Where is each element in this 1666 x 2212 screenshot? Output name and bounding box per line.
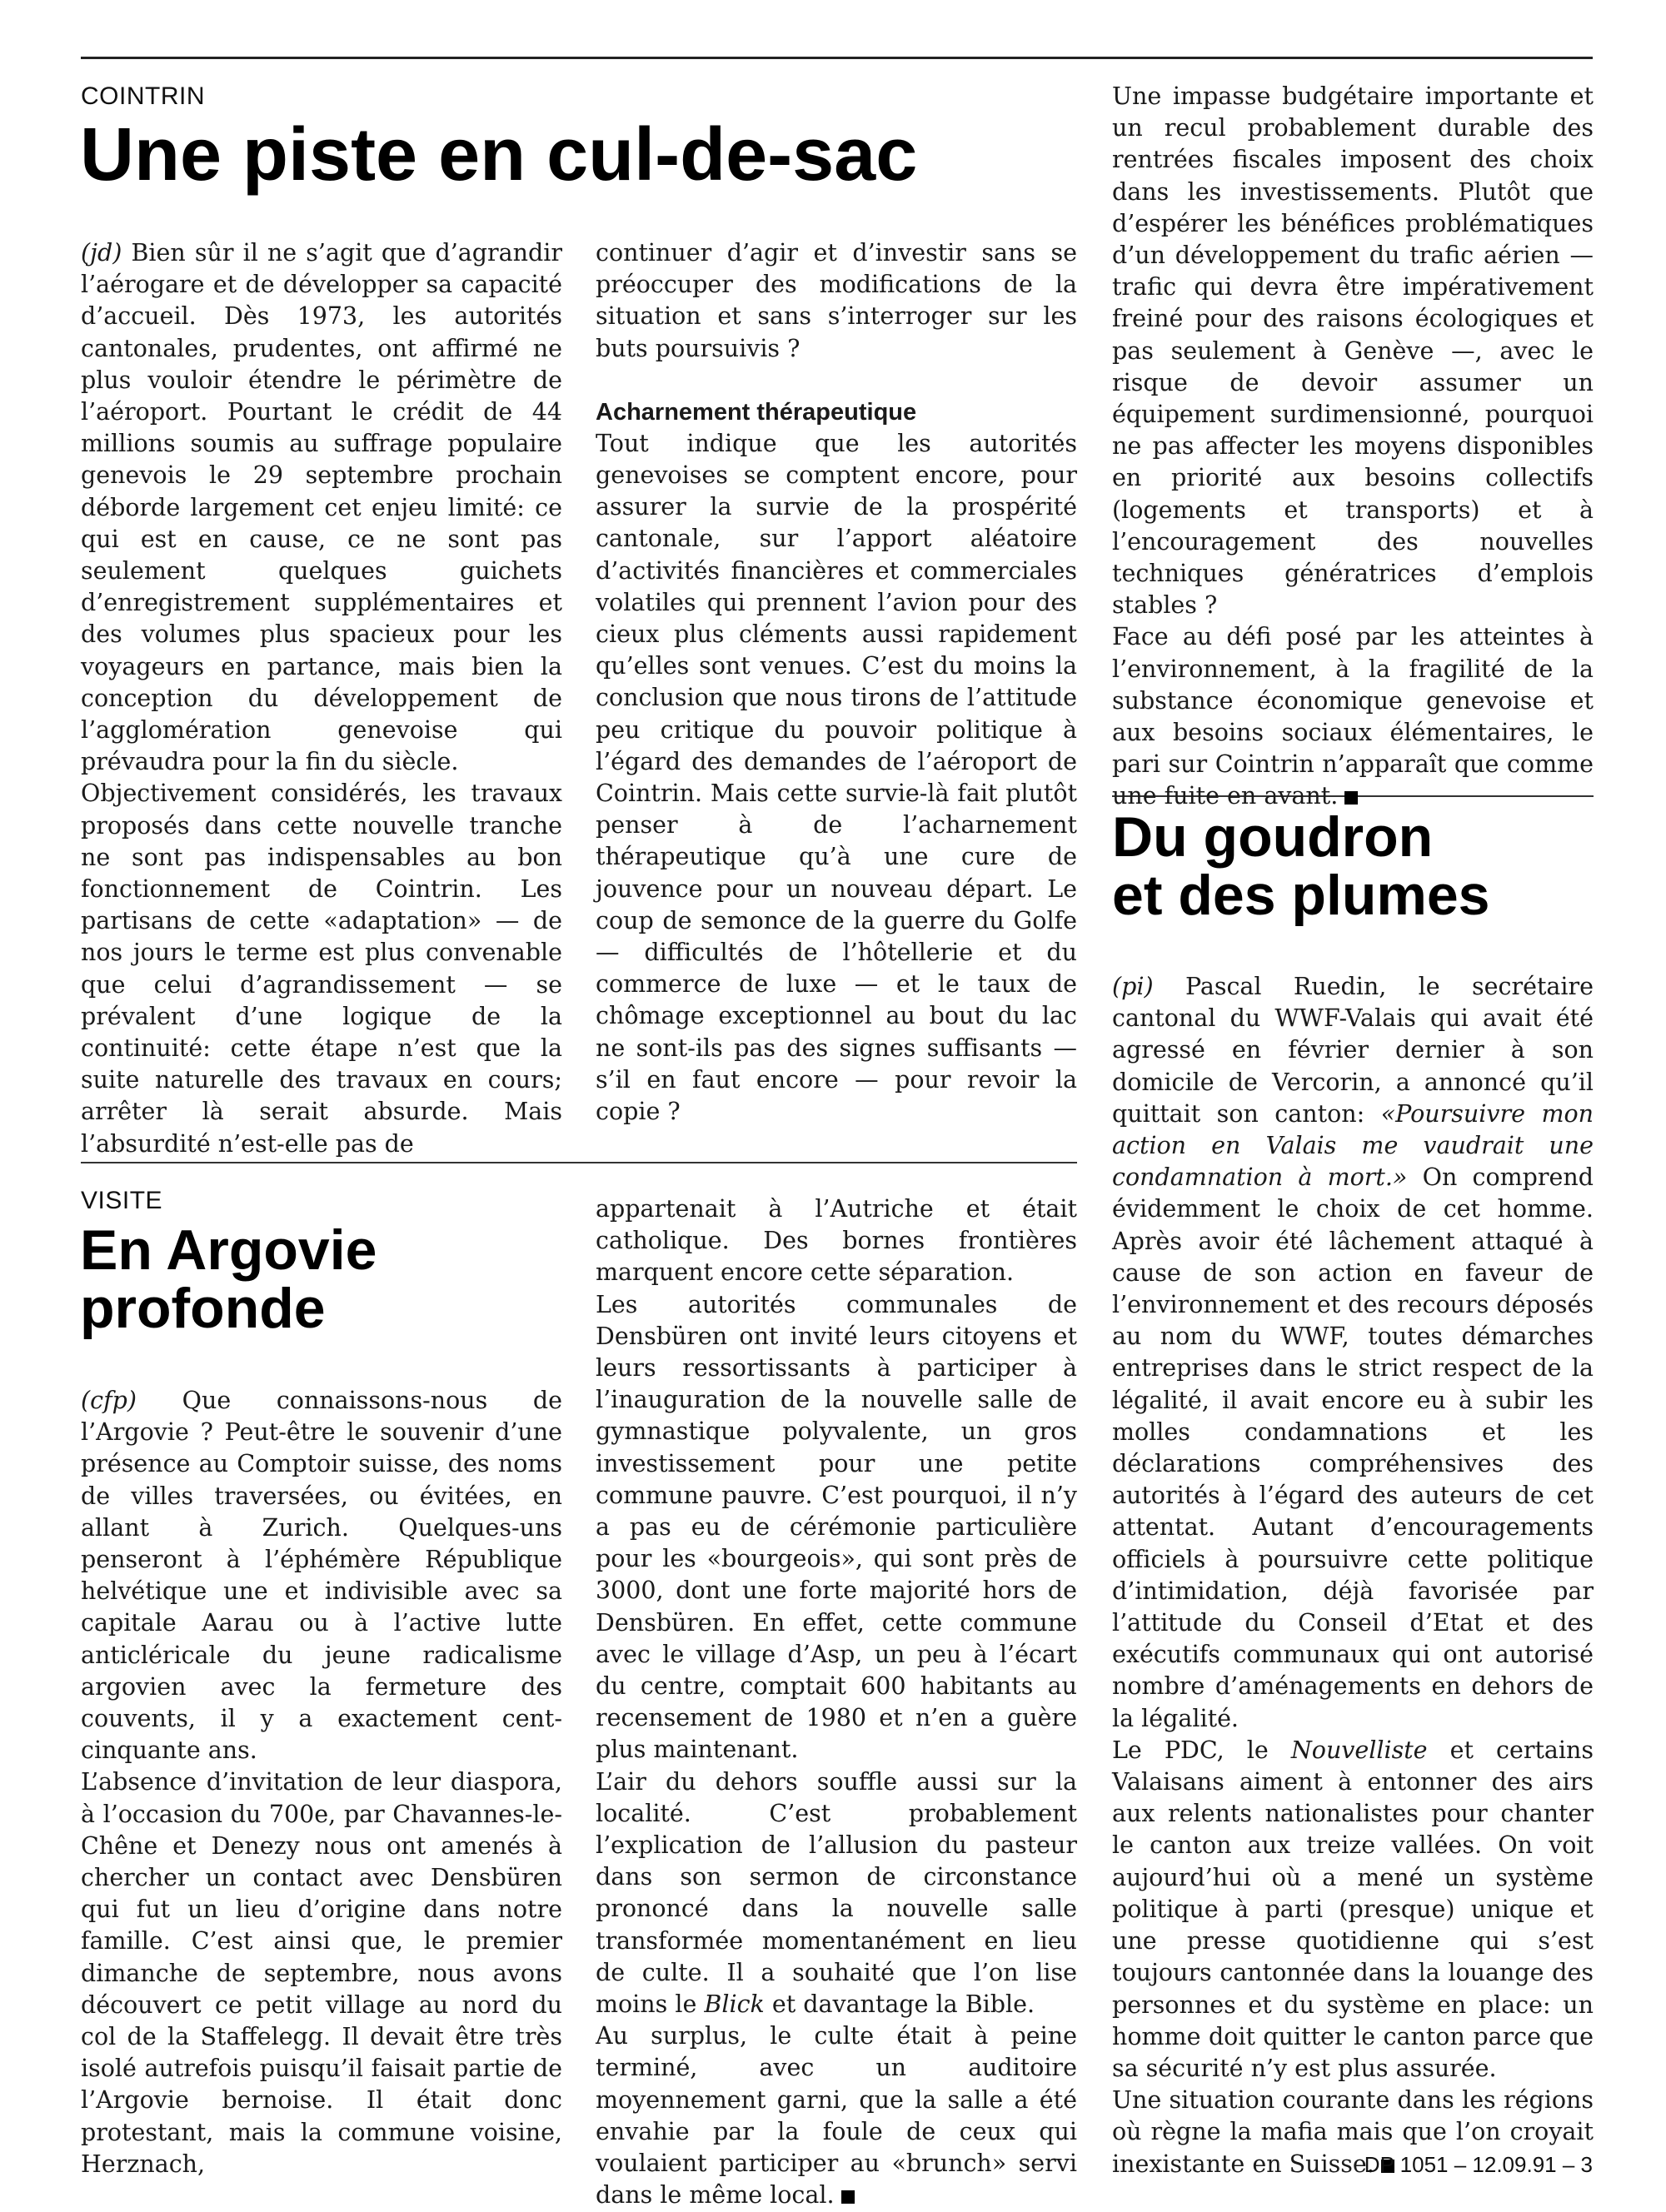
article2-paragraph: appartenait à l’Autriche et était catholique. Des bornes frontières marquent encore cette séparation. [596,1195,1077,1287]
article3-paragraph: Une situation courante dans les régions où règne la mafia mais que l’on croyait inexistante en Suisse. [1112,2086,1594,2178]
article1-paragraph: Tout indique que les autorités genevoises se comptent encore, pour assurer la survie de la prospérité cantonale, sur l’apport aléatoire d’activités financières et commerciales volatiles qui prennent l’avion pour des cieux plus cléments aussi rapidement qu’elles sont venues. C’est du moins la conclusion que nous tirons de l’attitude peu critique du pouvoir politique à l’égard des demandes de l’aéroport de Cointrin. Mais cette survie-là fait plutôt penser à de l’acharnement thérapeutique qu’à une cure de jouvence pour un nouveau départ. Le coup de semonce de la guerre du Golfe — difficultés de l’hôtellerie et du commerce de luxe — et le taux de chômage exceptionnel au bout du lac ne sont-ils pas des signes suffisants — s’il en faut encore — pour revoir la copie ? [596,429,1077,1126]
article2-column-2 [596,1193,1077,2212]
article1-paragraph: (jd) Bien sûr il ne s’agit que d’agrandir l’aérogare et de développer sa capacité d’accueil. Dès 1973, les autorités cantonales, prudentes, ont affirmé ne plus vouloir étendre le périmètre de l’aéroport. Pourtant le crédit de 44 millions soumis au suffrage populaire genevois le 29 septembre prochain déborde largement cet enjeu limité: ce qui est en cause, ce ne sont pas seulement quelques guichets d’enregistrement supplémentaires et des volumes plus spacieux pour les voyageurs en partance, mais bien la conception du développement de l’agglomération genevoise qui prévaudra pour la fin du siècle. [81,239,562,776]
section-rule-left [81,1162,1077,1163]
article2-paragraph: L’air du dehors souffle aussi sur la localité. C’est probablement l’explication de l’allusion du pasteur dans son sermon de circonstance prononcé dans la nouvelle salle transformée momentanément en lieu de culte. Il a souhaité que l’on lise moins le Blick et davantage la Bible. [596,1767,1077,2019]
end-of-article-mark [1344,791,1358,805]
article2-paragraph: Les autorités communales de Densbüren ont invité leurs citoyens et leurs ressortissants à participer à l’inauguration de la nouvelle salle de gymnastique polyvalente, un gros investissement pour une petite commune pauvre. C’est pourquoi, il n’y a pas eu de cérémonie particulière pour les «bourgeois», qui sont près de 3000, dont une forte majorité hors de Densbüren. En effet, cette commune avec le village d’Asp, un peu à l’écart du centre, comptait 600 habitants au recensement de 1980 et n’en a guère plus maintenant. [596,1290,1077,1764]
article1-column-2 [596,237,1077,1128]
article3-paragraph: (pi) Pascal Ruedin, le secrétaire cantonal du WWF-Valais qui avait été agressé en février dernier à son domicile de Vercorin, a annoncé qu’il quittait son canton: «Poursuivre mon action en Valais me vaudrait une condamnation à mort.» On comprend évidemment le choix de cet homme. Après avoir été lâchement attaqué à cause de son action en faveur de l’environnement et des recours déposés au nom du WWF, toutes démarches entreprises dans le strict respect de la légalité, il avait encore eu à subir les molles condamnations et les déclarations compréhensives des autorités à l’égard des auteurs de cet attentat. Autant d’encouragements officiels à poursuivre cette politique d’intimidation, déjà favorisée par l’attitude du Conseil d’Etat et des exécutifs communaux qui ont autorisé nombre d’aménagements en dehors de la légalité. [1112,973,1594,1732]
article-headline-argovie: En Argovie profonde [80,1218,377,1341]
article1-paragraph: Face au défi posé par les atteintes à l’environnement, à la fragilité de la substance économique genevoise et aux besoins sociaux élémentaires, le pari sur Cointrin n’apparaît que comme une fuite en avant. [1112,623,1594,810]
article3-column [1112,971,1594,2180]
article3-paragraph: Le PDC, le Nouvelliste et certains Valaisans aiment à entonner des airs aux relents nationalistes pour chanter le canton aux treize vallées. On voit aujourd’hui où a mené un système politique à parti (presque) unique et une presse quotidienne qui s’est toujours cantonnée dans la louange des personnes et du système en place: un homme doit quitter le canton parce que sa sécurité n’y est plus assurée. [1112,1736,1594,2082]
article-headline-goudron: Du goudron et des plumes [1112,805,1490,928]
top-rule [81,57,1593,59]
article-headline-piste: Une piste en cul-de-sac [80,113,918,197]
article-kicker-visite: VISITE [81,1187,163,1214]
article-kicker-cointrin: COINTRIN [81,82,205,110]
article1-paragraph: Une impasse budgétaire importante et un recul probablement durable des rentrées fiscales imposent des choix dans les investissements. Plutôt que d’espérer les bénéfices problématiques d’un développement du trafic aérien — trafic qui devra être impérativement freiné pour des raisons écologiques et pas seulement à Genève —, avec le risque de devoir assumer un équipement surdimensionné, pourquoi ne pas affecter les moyens disponibles en priorité aux besoins collectifs (logements et transports) et à l’encouragement des nouvelles techniques génératrices d’emplois stables ? [1112,82,1594,620]
article1-column-3 [1112,81,1594,813]
article2-column-1 [81,1385,562,2180]
article2-paragraph: L’absence d’invitation de leur diaspora, à l’occasion du 700e, par Chavannes-le-Chêne et Denezy nous ont amenés à chercher un contact avec Densbüren qui fut un lieu d’origine dans notre famille. C’est ainsi que, le premier dimanche de septembre, nous avons découvert ce petit village au nord du col de la Staffelegg. Il devait être très isolé autrefois puisqu’il faisait partie de l’Argovie bernoise. Il était donc protestant, mais la commune voisine, Herznach, [81,1768,562,2178]
article2-paragraph: (cfp) Que connaissons-nous de l’Argovie ? Peut-être le souvenir d’une présence au Comptoir suisse, des noms de villes traversées, ou évitées, en allant à Zurich. Quelques-uns penseront à l’éphémère République helvétique une et indivisible avec sa capitale Aarau ou à l’active lutte anticléricale du jeune radicalisme argovien avec la fermeture des couvents, il y a exactement cent-cinquante ans. [81,1387,562,1765]
byline: (pi) [1112,973,1154,1000]
article2-paragraph: Au surplus, le culte était à peine terminé, avec un auditoire moyennement garni, que la salle a été envahie par la foule de ceux qui voulaient participer au «brunch» servi dans le même local. [596,2022,1077,2210]
article1-subheading: Acharnement thérapeutique [596,398,917,426]
article1-paragraph: continuer d’agir et d’investir sans se préoccuper des modifications de la situation et sans s’interroger sur les buts poursuivis ? [596,239,1077,362]
end-of-article-mark [841,2190,855,2204]
byline: (jd) [81,239,122,267]
byline: (cfp) [81,1387,137,1414]
article1-column-1 [81,237,562,1160]
article1-paragraph: Objectivement considérés, les travaux proposés dans cette nouvelle tranche ne sont pas indispensables au bon fonctionnement de Cointrin. Les partisans de cette «adaptation» — de nos jours le terme est plus convenable que celui d’agrandissement — se prévalent d’une logique de la continuité: cette étape n’est que la suite naturelle des travaux en cours; arrêter là serait absurde. Mais l’absurdité n’est-elle pas de [81,780,562,1158]
quote: «Poursuivre mon action en Valais me vaudrait une condamnation à mort.» [1112,1099,1594,1192]
page-footer: DP 1051 – 12.09.91 – 3 [1364,2152,1593,2177]
